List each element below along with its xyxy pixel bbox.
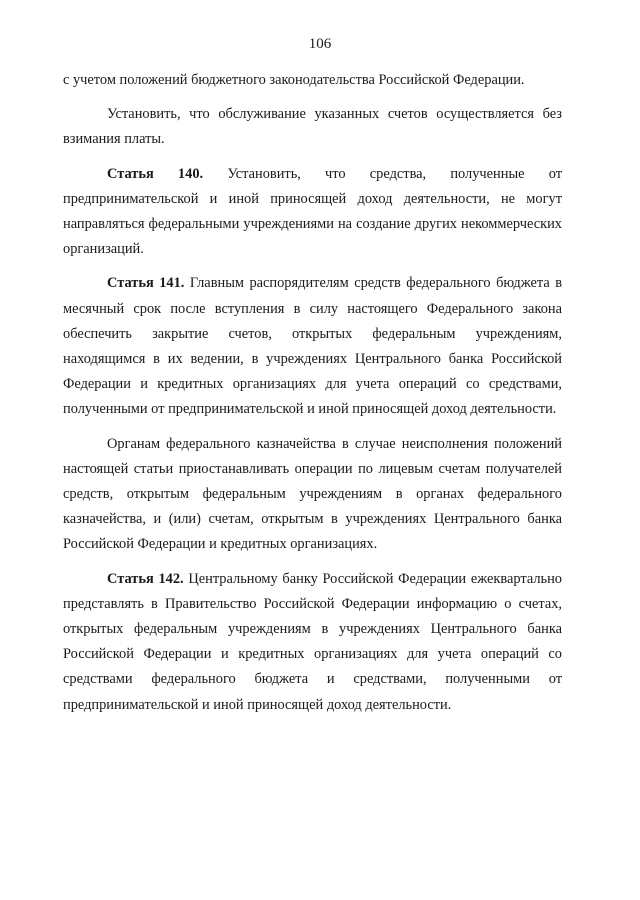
article-label: Статья 140. xyxy=(107,165,204,182)
paragraph-text: Установить, что обслуживание указанных счетов осуществляется без взимания платы. xyxy=(63,106,562,148)
paragraph-text: Органам федерального казначейства в случае неисполнения положений настоящей статьи приостанавливать операции по лицевым счетам получателей средств, открытым федеральным учреждениям в органах федерального казначейства, и (или) счетам, открытым в учреждениях Центрального банка Российской Федерации и кредитных организациях. xyxy=(63,435,562,553)
article-141 xyxy=(63,271,562,422)
article-text: Главным распорядителям средств федерального бюджета в месячный срок после вступления в силу настоящего Федерального закона обеспечить закрытие счетов, открытых федеральным учреждениям, находящимся в их ведении, в учреждениях Центрального банка Российской Федерации и кредитных организациях для учета операций со средствами, полученными от предпринимательской и иной приносящей доход деятельности. xyxy=(63,275,563,418)
paragraph-continuation xyxy=(63,68,562,93)
paragraph-text: с учетом положений бюджетного законодательства Российской Федерации. xyxy=(63,72,525,88)
article-label: Статья 142. xyxy=(107,570,184,587)
article-142 xyxy=(63,567,562,718)
document-body xyxy=(63,68,562,718)
page-number: 106 xyxy=(308,36,332,52)
article-label: Статья 141. xyxy=(107,275,185,292)
paragraph-treasury xyxy=(63,432,562,558)
article-text: Центральному банку Российской Федерации ежеквартально представлять в Правительство Российской Федерации информацию о счетах, открытых федеральным учреждениям в учреждениях Центрального банка Российской Федерации и кредитных организациях для учета операций со средствами федерального бюджета и средствами, полученными от предпринимательской и иной приносящей доход деятельности. xyxy=(63,570,562,713)
article-140 xyxy=(63,162,562,263)
paragraph-service-free xyxy=(63,102,562,152)
article-text: Установить, что средства, полученные от предпринимательской и иной приносящей доход деятельности, не могут направляться федеральными учреждениями на создание других некоммерческих организаций. xyxy=(63,165,563,258)
